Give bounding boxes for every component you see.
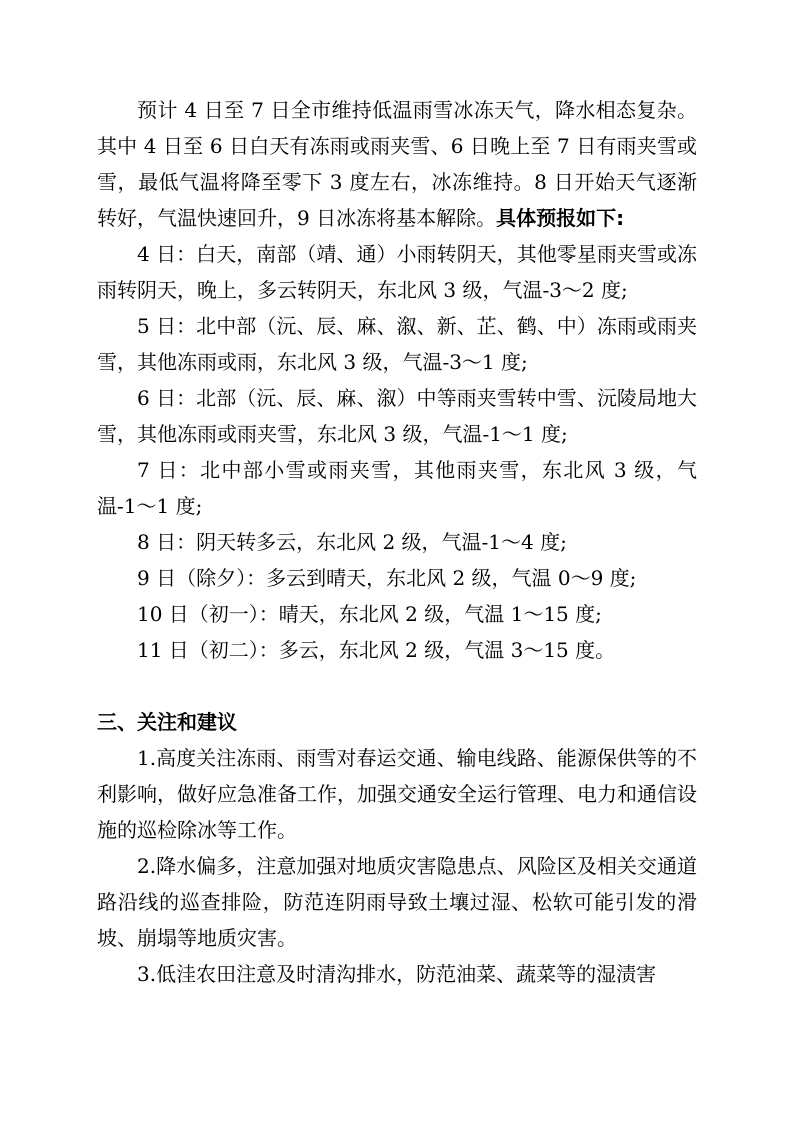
suggestion-item-1: 1.高度关注冻雨、雨雪对春运交通、输电线路、能源保供等的不利影响，做好应急准备工作，加强交通安全运行管理、电力和通信设施的巡检除冰等工作。 (97, 746, 697, 842)
section-gap (97, 668, 697, 704)
forecast-day-7: 7 日：北中部小雪或雨夹雪，其他雨夹雪，东北风 3 级，气温-1～1 度; (97, 458, 697, 518)
forecast-day-6: 6 日：北部（沅、辰、麻、溆）中等雨夹雪转中雪、沅陵局地大雪，其他冻雨或雨夹雪，东北风 3 级，气温-1～1 度; (97, 386, 697, 446)
suggestion-item-3: 3.低洼农田注意及时清沟排水，防范油菜、蔬菜等的湿渍害 (137, 962, 657, 986)
intro-text: 预计 4 日至 7 日全市维持低温雨雪冰冻天气，降水相态复杂。其中 4 日至 6 日白天有冻雨或雨夹雪、6 日晚上至 7 日有雨夹雪或雪，最低气温将降至零下 3 度左右，冰冻维持。8 日开始天气逐渐转好，气温快速回升，9 日冰冻将基本解除。 (97, 98, 697, 230)
suggestion-list (97, 740, 697, 992)
section-heading: 三、关注和建议 (97, 710, 237, 734)
forecast-day-9: 9 日（除夕）：多云到晴天，东北风 2 级，气温 0～9 度; (137, 566, 637, 590)
forecast-day-11: 11 日（初二）：多云，东北风 2 级，气温 3～15 度。 (137, 638, 616, 662)
forecast-day-10: 10 日（初一）：晴天，东北风 2 级，气温 1～15 度; (137, 602, 602, 626)
forecast-day-4: 4 日：白天，南部（靖、通）小雨转阴天，其他零星雨夹雪或冻雨转阴天，晚上，多云转阴天，东北风 3 级，气温-3～2 度; (97, 242, 697, 302)
suggestion-item-2: 2.降水偏多，注意加强对地质灾害隐患点、风险区及相关交通道路沿线的巡查排险，防范连阴雨导致土壤过湿、松软可能引发的滑坡、崩塌等地质灾害。 (97, 854, 697, 950)
forecast-day-5: 5 日：北中部（沅、辰、麻、溆、新、芷、鹤、中）冻雨或雨夹雪，其他冻雨或雨，东北风 3 级，气温-3～1 度; (97, 314, 697, 374)
forecast-day-8: 8 日：阴天转多云，东北风 2 级，气温-1～4 度; (137, 530, 567, 554)
intro-paragraph (97, 92, 697, 236)
forecast-list (97, 236, 697, 668)
intro-bold-tail: 具体预报如下: (496, 206, 625, 230)
document-page (97, 92, 697, 992)
